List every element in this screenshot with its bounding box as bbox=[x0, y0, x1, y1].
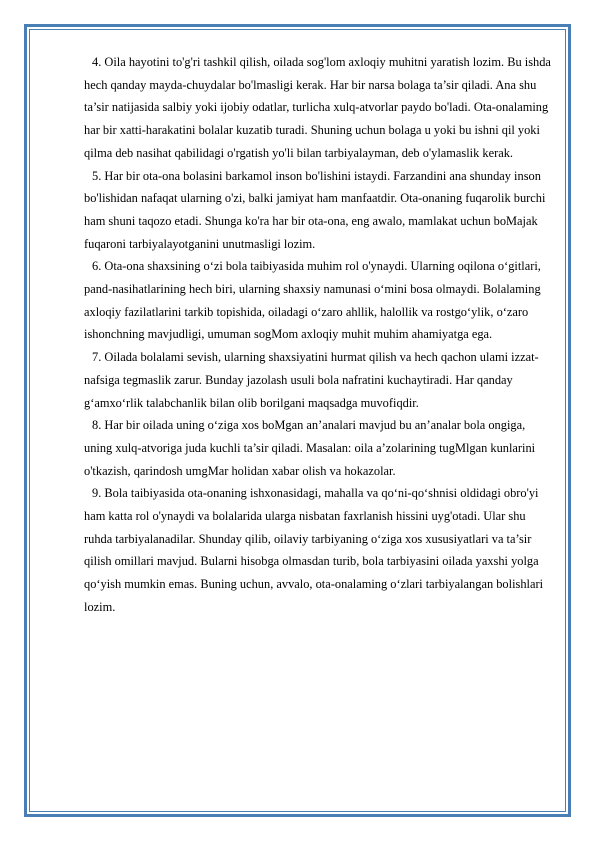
paragraph-6: 6. Ota-ona shaxsining o‘zi bola taibiyasida muhim rol o'ynaydi. Ularning oqilona o‘gitlari, pand-nasihatlarining hech biri, ularning shaxsiy namunasi o‘mini bosa olmaydi. Bolalaming axloqiy fazilatlarini tarkib topishida, oiladagi o‘zaro ahllik, halollik va rostgo‘ylik, o‘zaro ishonchning mavjudligi, umuman sogMom axloqiy muhit muhim ahamiyatga ega. bbox=[84, 259, 541, 342]
paragraph-8: 8. Har bir oilada uning o‘ziga xos boMgan an’analari mavjud bu an’analar bola ongiga, uning xulq-atvoriga juda kuchli ta’sir qiladi. Masalan: oila a’zolarining tugMlgan kunlarini o'tkazish, qarindosh umgMar holidan xabar olish va hokazolar. bbox=[84, 418, 536, 478]
document-body bbox=[84, 51, 552, 619]
paragraph-9: 9. Bola taibiyasida ota-onaning ishxonasidagi, mahalla va qo‘ni-qo‘shnisi oldidagi obro'yi ham katta rol o'ynaydi va bolalarida ularga nisbatan faxrlanish hissini uyg'otadi. Ular shu ruhda tarbiyalanadilar. Shunday qilib, oilaviy tarbiyaning o‘ziga xos xususiyatlari va ta’sir qilish omillari mavjud. Bularni hisobga olmasdan turib, bola tarbiyasini oilada yaxshi yolga qo‘yish mumkin emas. Buning uchun, avvalo, ota-onalaming o‘zlari tarbiyalangan bolishlari lozim. bbox=[84, 486, 544, 614]
paragraph-7: 7. Oilada bolalami sevish, ularning shaxsiyatini hurmat qilish va hech qachon ulami izzat-nafsiga tegmaslik zarur. Bunday jazolash usuli bola nafratini kuchaytiradi. Har qanday g‘amxo‘rlik talabchanlik bilan olib borilgani maqsadga muvofiqdir. bbox=[84, 350, 539, 410]
paragraph-5: 5. Har bir ota-ona bolasini barkamol inson bo'lishini istaydi. Farzandini ana shunday inson bo'lishidan nafaqat ularning o'zi, balki jamiyat ham manfaatdir. Ota-onaning fuqarolik burchi ham shuni taqozo etadi. Shunga ko'ra har bir ota-ona, eng awalo, mamlakat uchun boMajak fuqaroni tarbiyalayotganini unutmasligi lozim. bbox=[84, 168, 546, 251]
paragraph-4: 4. Oila hayotini to'g'ri tashkil qilish, oilada sog'lom axloqiy muhitni yaratish lozim. Bu ishda hech qanday mayda-chuydalar bo'lmasligi kerak. Har bir narsa bolaga ta’sir qiladi. Ana shu ta’sir natijasida salbiy yoki ijobiy odatlar, turlicha xulq-atvorlar paydo bo'ladi. Ota-onalaming har bir xatti-harakatini bolalar kuzatib turadi. Shuning uchun bolaga u yoki bu ishni qil yoki qilma deb nasihat qabilidagi o'rgatish yo'li bilan tarbiyalayman, deb o'ylamaslik kerak. bbox=[84, 55, 551, 160]
